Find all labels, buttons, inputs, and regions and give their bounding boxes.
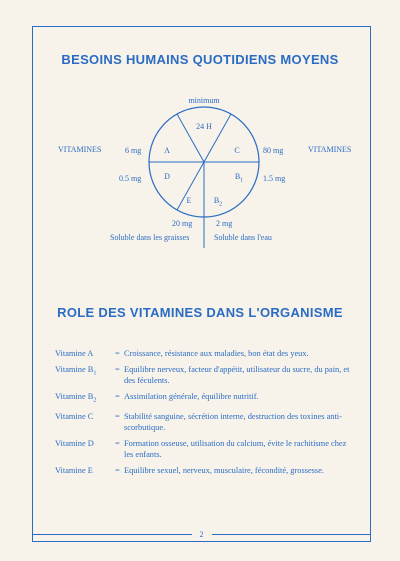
- vitamin-role-list: [55, 349, 355, 482]
- vitamin-role: Formation osseuse, utilisation du calcium, évite le rachitisme chez les enfants.: [124, 439, 347, 459]
- soluble-water-label: Soluble dans l'eau: [214, 233, 272, 242]
- amount-b2: 2 mg: [216, 219, 233, 228]
- vitamin-name: Vitamine D: [55, 439, 94, 449]
- list-item: [55, 412, 355, 433]
- segment-letter-a: A: [164, 146, 170, 155]
- equals-sign: =: [115, 349, 120, 358]
- vitamin-name: Vitamine A: [55, 349, 94, 358]
- segment-letter-b1: $B_1$: [234, 172, 244, 184]
- amount-c: 80 mg: [263, 146, 284, 155]
- footer-rule: [212, 534, 372, 535]
- equals-sign: =: [115, 465, 120, 475]
- list-item: [55, 466, 355, 476]
- vitamin-role: Equilibre nerveux, facteur d'appétit, utilisateur du sucre, du pain, et des féculents.: [124, 365, 350, 385]
- vitamin-name: Vitamine C: [55, 412, 94, 422]
- section-title-besoins: BESOINS HUMAINS QUOTIDIENS MOYENS: [61, 52, 339, 67]
- amount-d: 0.5 mg: [119, 174, 142, 183]
- segment-letter-c: C: [234, 146, 240, 155]
- diagram-minimum-label: minimum: [188, 96, 220, 105]
- vitamin-name: Vitamine $B_2$: [55, 392, 97, 404]
- vitamin-role: Assimilation générale, équilibre nutritif.: [124, 392, 259, 402]
- vitamin-name: Vitamine $B_1$: [55, 365, 97, 378]
- list-item: [55, 365, 355, 386]
- amount-b1: 1.5 mg: [263, 174, 286, 183]
- vitamin-role: Equilibre sexuel, nerveux, musculaire, fécondité, grossesse.: [124, 465, 325, 475]
- segment-letter-e: E: [186, 196, 192, 205]
- vitamin-name: Vitamine E: [55, 465, 93, 475]
- section-title-role: ROLE DES VITAMINES DANS L'ORGANISME: [57, 305, 343, 320]
- side-label-left: VITAMINES: [58, 145, 102, 154]
- segment-letter-d: D: [164, 172, 170, 181]
- equals-sign: =: [115, 412, 120, 422]
- list-item: [55, 392, 355, 406]
- vitamin-role: Stabilité sanguine, sécrétion interne, destruction des toxines anti-scorbutique.: [124, 412, 342, 432]
- side-label-right: VITAMINES: [308, 145, 352, 154]
- footer-rule: [32, 534, 192, 535]
- diagram-center-label: 24 H: [196, 122, 212, 131]
- amount-e: 20 mg: [172, 219, 193, 228]
- equals-sign: =: [115, 439, 120, 449]
- vitamin-role: Croissance, résistance aux maladies, bon état des yeux.: [124, 349, 309, 358]
- page-footer: [32, 530, 371, 539]
- equals-sign: =: [115, 392, 120, 402]
- list-item: [55, 439, 355, 460]
- amount-a: 6 mg: [125, 146, 142, 155]
- page-number: 2: [199, 530, 204, 539]
- soluble-fat-label: Soluble dans les graisses: [110, 233, 190, 242]
- list-item: [55, 349, 355, 359]
- equals-sign: =: [115, 365, 120, 375]
- segment-letter-b2: $B_2$: [213, 196, 223, 208]
